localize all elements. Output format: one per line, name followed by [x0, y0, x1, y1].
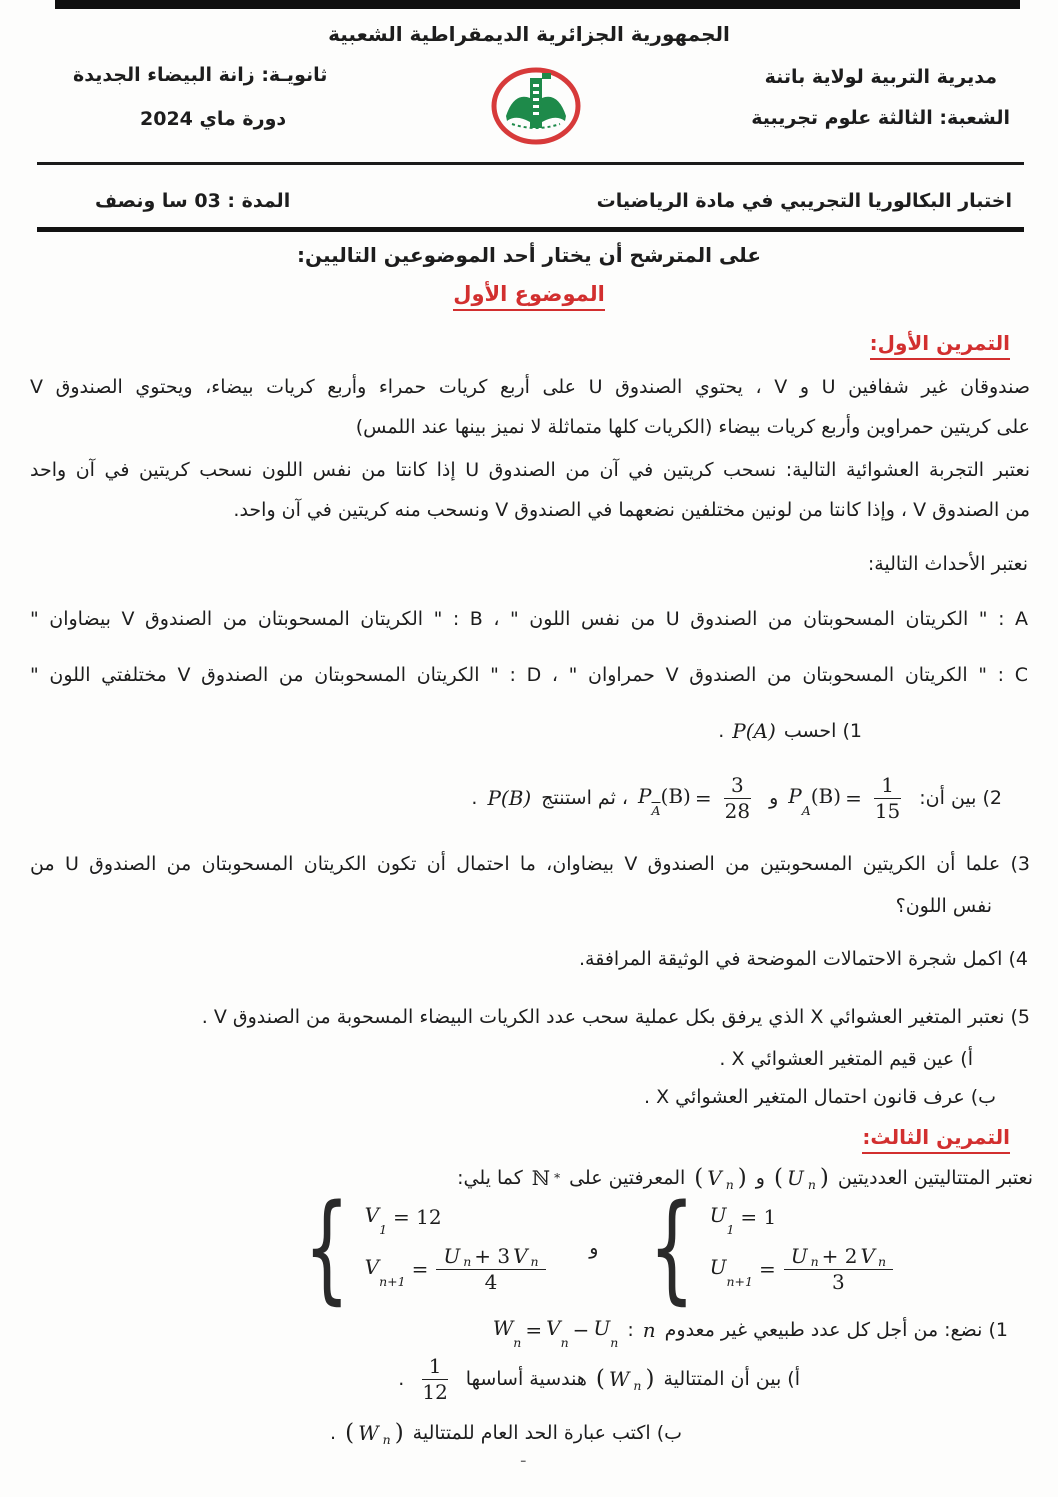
- question-2: [471, 758, 1002, 838]
- exercise1-paragraph1-line1: صندوقان غير شفافين U و V ، يحتوي الصندوق U على أربع كريات حمراء وأربع كريات بيضاء، ويحتوي الصندوق V: [30, 376, 1030, 398]
- un1-recurrence: $U_{n+1}$ = U n + 2 V n 3: [710, 1245, 895, 1294]
- probability-PB: P(B): [487, 786, 532, 810]
- left-brace: {: [648, 1178, 695, 1317]
- u-sequence-system: [640, 1178, 895, 1317]
- question-2-deduce-text: ، ثم استنتج: [541, 787, 629, 809]
- exam-title: اختبار البكالوريا التجريبي في مادة الرياضيات: [596, 190, 1012, 212]
- top-border-bar: [55, 0, 1020, 9]
- conditional-probability-1: $P_A(B)$ = $\frac{1}{15}$: [788, 774, 909, 823]
- exercise-one-heading: التمرين الأول:: [870, 331, 1010, 360]
- sequence-Vn-symbol: ( V n ): [694, 1165, 747, 1192]
- sequences-intro: نعتبر المتتاليتين العدديتين ( U n ) و ( V n ) المعرفتين على ℕ * كما يلي:: [457, 1165, 1033, 1192]
- question-3-line2: نفس اللون؟: [895, 895, 992, 917]
- session-line: دورة ماي 2024: [140, 108, 287, 130]
- ministry-education-logo-icon: [490, 66, 582, 146]
- question-4: 4) اكمل شجرة الاحتمالات الموضحة في الوثيقة المرافقة.: [578, 948, 1028, 970]
- republic-title: الجمهورية الجزائرية الديمقراطية الشعبية: [328, 22, 730, 46]
- events-line-AB: A : " الكريتان المسحوبتان من الصندوق U من نفس اللون " ، B : " الكريتان المسحوبتان من الصندوق V بيضاوان ": [30, 608, 1028, 630]
- candidate-notice: على المترشح أن يختار أحد الموضوعين التاليين:: [296, 243, 762, 267]
- subject-one-heading-wrap: [0, 282, 1058, 306]
- school-line: ثانويـة: زانة البيضاء الجديدة: [73, 64, 328, 86]
- exercise-three-heading: التمرين الثالث:: [862, 1125, 1010, 1154]
- question-1-text: 1) احسب: [783, 720, 862, 742]
- exam-duration: المدة : 03 سا ونصف: [95, 190, 291, 212]
- natural-numbers-symbol: ℕ *: [531, 1166, 561, 1190]
- systems-and-word: و: [589, 1237, 599, 1259]
- exercise-three-heading-wrap: [862, 1125, 1010, 1149]
- fraction-3-28: $\frac{3}{28}$: [724, 772, 751, 823]
- probability-PA: P(A): [732, 719, 776, 743]
- sequence-Un-symbol: ( U n ): [773, 1165, 829, 1192]
- v1-definition: $V_1$ = 12: [364, 1202, 442, 1237]
- footer-page-mark: -: [520, 1450, 527, 1471]
- question-5: 5) نعتبر المتغير العشوائي X الذي يرفق بكل عملية سحب عدد الكريات البيضاء المسحوبة من الصندوق V .: [201, 1006, 1030, 1028]
- question-2-period: .: [471, 787, 478, 809]
- exam-info-row: [95, 190, 1012, 212]
- un1-fraction: U n + 2 V n 3: [784, 1245, 893, 1294]
- sequence-Wn-symbol: ( W n ): [595, 1366, 655, 1393]
- and-word: و: [769, 787, 779, 809]
- sequence-definitions: [295, 1178, 895, 1317]
- fraction-1-15: $\frac{1}{15}$: [874, 772, 901, 823]
- events-intro: نعتبر الأحداث التالية:: [867, 553, 1028, 575]
- exam-divider: [37, 227, 1024, 232]
- exercise3-question-1b: ب) اكتب عبارة الحد العام للمتتالية ( W n ) .: [330, 1420, 682, 1447]
- question-3-line1: 3) علما أن الكريتين المسحوبتين من الصندوق V بيضاوان، ما احتمال أن تكون الكريتان المسحوبتان من الصندوق U من: [30, 853, 1030, 875]
- vn1-fraction: U n + 3 V n 4: [436, 1245, 545, 1294]
- conditional-probability-2: $P_{\overline{A}}(B)$ = $\frac{3}{28}$: [638, 774, 759, 823]
- exercise3-question-1a: أ) بين أن المتتالية ( W n ) هندسية أساسها $\frac{1}{12}$ .: [398, 1353, 800, 1404]
- question-5b: ب) عرف قانون احتمال المتغير العشوائي X .: [643, 1086, 996, 1108]
- exercise1-paragraph2-line1: نعتبر التجربة العشوائية التالية: نسحب كريتين في آن من الصندوق U إذا كانتا من نفس اللون نسحب كريتين في آن واحد: [30, 459, 1030, 481]
- subject-one-heading: الموضوع الأول: [453, 282, 605, 311]
- exercise1-paragraph1-line2: على كريتين حمراوين وأربع كريات بيضاء (الكريات كلها متماثلة لا نميز بينها عند اللمس): [355, 416, 1030, 438]
- u1-definition: $U_1$ = 1: [709, 1202, 777, 1237]
- question-1-period: .: [718, 720, 725, 742]
- header-divider: [37, 162, 1024, 165]
- variable-n: n: [642, 1318, 656, 1342]
- question-2-text: 2) بين أن:: [919, 787, 1002, 809]
- sequence-Wn-symbol: ( W n ): [345, 1420, 404, 1447]
- left-brace: {: [303, 1178, 350, 1317]
- vn1-recurrence: $V_{n+1}$ = U n + 3 V n 4: [365, 1245, 548, 1294]
- exercise1-paragraph2-line2: من الصندوق V ، وإذا كانتا من لونين مختلفين نضعهما في الصندوق V ونسحب منه كريتين في آن واحد.: [233, 499, 1030, 521]
- v-sequence-system: [295, 1178, 548, 1317]
- exercise3-question-1: 1) نضع: من أجل كل عدد طبيعي غير معدوم n : $W_n$ = $V_n$ − $U_n$: [492, 1316, 1008, 1350]
- question-5a: أ) عين قيم المتغير العشوائي X .: [719, 1048, 973, 1070]
- branch-line: الشعبة: الثالثة علوم تجريبية: [751, 107, 1010, 129]
- question-1: [718, 719, 862, 743]
- directorate-line: مديرية التربية لولاية باتنة: [764, 66, 997, 88]
- wn-definition: $W_n$ = $V_n$ − $U_n$: [492, 1316, 619, 1350]
- events-line-CD: C : " الكريتان المسحوبتان من الصندوق V حمراوان " ، D : " الكريتان المسحوبتان من الصندوق V مختلفتي اللون ": [30, 664, 1028, 686]
- fraction-1-12: $\frac{1}{12}$: [422, 1353, 448, 1404]
- exercise-one-heading-wrap: [870, 331, 1010, 355]
